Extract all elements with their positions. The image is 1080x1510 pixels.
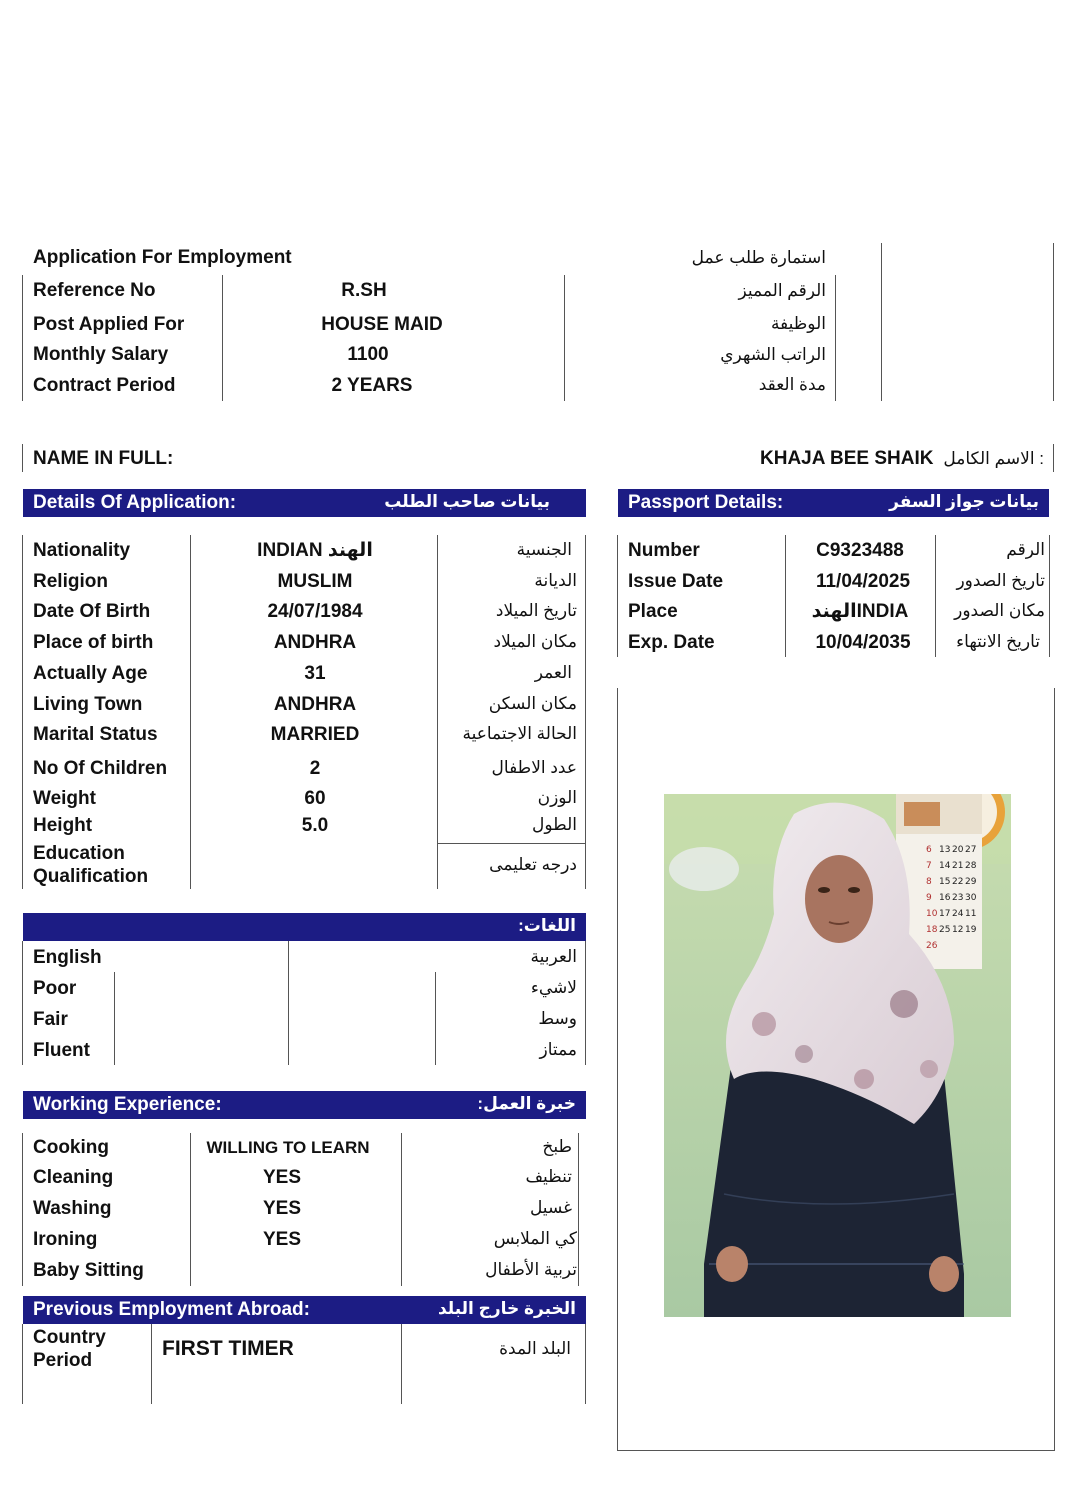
details-divider-2: [437, 535, 438, 889]
calendar-number: 12: [952, 925, 964, 935]
experience-title: Working Experience:: [33, 1094, 222, 1115]
previous-border-left: [22, 1324, 23, 1404]
header-border-left: [22, 275, 23, 401]
passport-border-left: [617, 535, 618, 657]
details-divider-1: [190, 535, 191, 889]
country-label: Country: [33, 1327, 106, 1348]
education-ar: درجه تعليمى: [489, 855, 577, 874]
header-divider-4: [881, 243, 882, 401]
weight-ar: الوزن: [537, 788, 577, 807]
nationality-label: Nationality: [33, 540, 131, 561]
experience-divider-2: [401, 1133, 402, 1286]
calendar-number: 28: [965, 861, 977, 871]
children-label: No Of Children: [33, 758, 168, 779]
height-label: Height: [33, 815, 93, 836]
birthplace-label: Place of birth: [33, 632, 154, 653]
previous-header-bar: [23, 1296, 586, 1324]
experience-header-bar: [23, 1091, 586, 1119]
calendar-number: 9: [926, 893, 932, 903]
height-value: 5.0: [301, 815, 329, 836]
religion-value: MUSLIM: [277, 571, 353, 592]
education-label-2: Qualification: [33, 866, 149, 887]
cleaning-value: YES: [262, 1167, 302, 1188]
calendar-number: 22: [952, 877, 964, 887]
calendar-number: 14: [939, 861, 951, 871]
marital-status-label: Marital Status: [33, 724, 158, 745]
header-divider-3: [835, 275, 836, 401]
living-town-ar: مكان السكن: [488, 694, 577, 713]
previous-border-right: [585, 1324, 586, 1404]
passport-place-ar: مكان الصدور: [954, 601, 1045, 620]
photo-box-bottom: [617, 1450, 1055, 1451]
marital-status-value: MARRIED: [270, 724, 360, 745]
calendar-number: 15: [939, 877, 951, 887]
calendar-number: 30: [965, 893, 977, 903]
ironing-value: YES: [262, 1229, 302, 1250]
level-fair: Fair: [33, 1009, 68, 1030]
passport-place-value: الهندINDIA: [811, 601, 909, 622]
calendar-number: 19: [965, 925, 977, 935]
baby-sitting-label: Baby Sitting: [33, 1260, 144, 1281]
exp-date-value: 10/04/2035: [815, 632, 911, 653]
full-name-value: KHAJA BEE SHAIK: [760, 448, 934, 469]
post-applied-ar: الوظيفة: [770, 314, 826, 333]
passport-number-ar: الرقم: [1006, 540, 1045, 559]
reference-no-label: Reference No: [33, 280, 156, 301]
post-applied-value: HOUSE MAID: [321, 314, 443, 335]
height-ar: الطول: [532, 815, 577, 834]
contract-period-ar: مدة العقد: [758, 375, 826, 394]
languages-border-left: [22, 941, 23, 1065]
cleaning-label: Cleaning: [33, 1167, 114, 1188]
passport-header-bar: [618, 489, 1049, 517]
details-border-left: [22, 535, 23, 889]
experience-title-ar: خبرة العمل:: [477, 1094, 576, 1113]
education-divider: [437, 843, 585, 844]
exp-date-label: Exp. Date: [628, 632, 715, 653]
level-fair-ar: وسط: [538, 1009, 577, 1028]
passport-place-label: Place: [628, 601, 678, 622]
reference-no-ar: الرقم المميز: [738, 281, 826, 300]
level-fluent: Fluent: [33, 1040, 90, 1061]
languages-divider-2: [114, 972, 115, 1065]
calendar-number: 11: [965, 909, 977, 919]
previous-title: Previous Employment Abroad:: [33, 1299, 310, 1320]
marital-status-ar: الحالة الاجتماعية: [462, 724, 577, 743]
contract-period-value: 2 YEARS: [331, 375, 413, 396]
cooking-ar: طبخ: [542, 1137, 572, 1156]
calendar-number: 29: [965, 877, 977, 887]
name-label: NAME IN FULL:: [33, 448, 174, 469]
post-applied-label: Post Applied For: [33, 314, 185, 335]
contract-period-label: Contract Period: [33, 375, 176, 396]
applicant-photo: [664, 794, 1011, 1317]
experience-border-left: [22, 1133, 23, 1286]
details-title-ar: بيانات صاحب الطلب: [384, 492, 550, 511]
name-border-left: [22, 444, 23, 472]
application-title-ar: استمارة طلب عمل: [691, 248, 826, 267]
passport-title: Passport Details:: [628, 492, 784, 513]
birthplace-value: ANDHRA: [273, 632, 357, 653]
calendar-number: 13: [939, 845, 951, 855]
reference-no-value: R.SH: [341, 280, 387, 301]
period-label: Period: [33, 1350, 93, 1371]
washing-label: Washing: [33, 1198, 112, 1219]
previous-value: FIRST TIMER: [162, 1337, 294, 1360]
religion-ar: الديانة: [534, 571, 577, 590]
passport-border-right: [1049, 535, 1050, 657]
dob-value: 24/07/1984: [267, 601, 363, 622]
cooking-value: WILLING TO LEARN: [206, 1138, 370, 1157]
calendar-number: 20: [952, 845, 964, 855]
age-value: 31: [304, 663, 326, 684]
exp-date-ar: تاريخ الانتهاء: [956, 632, 1040, 651]
issue-date-ar: تاريخ الصدور: [956, 571, 1045, 590]
calendar-number: 7: [926, 861, 932, 871]
cooking-label: Cooking: [33, 1137, 109, 1158]
passport-title-ar: بيانات جواز السفر: [889, 492, 1039, 511]
calendar-number: 6: [926, 845, 932, 855]
header-border-right: [1053, 243, 1054, 401]
weight-label: Weight: [33, 788, 96, 809]
monthly-salary-label: Monthly Salary: [33, 344, 169, 365]
age-label: Actually Age: [33, 663, 148, 684]
experience-border-right: [578, 1133, 579, 1286]
calendar-number: 23: [952, 893, 964, 903]
issue-date-label: Issue Date: [628, 571, 724, 592]
calendar-number: 18: [926, 925, 938, 935]
ironing-ar: كي الملابس: [493, 1229, 577, 1248]
washing-value: YES: [262, 1198, 302, 1219]
calendar-number: 26: [926, 941, 938, 951]
languages-header-bar: [23, 913, 586, 941]
details-title: Details Of Application:: [33, 492, 237, 513]
languages-divider-3: [435, 972, 436, 1065]
nationality-value: INDIAN الهند: [257, 540, 373, 561]
monthly-salary-ar: الراتب الشهري: [720, 345, 826, 364]
previous-divider-2: [401, 1324, 402, 1404]
monthly-salary-value: 1100: [347, 344, 389, 365]
passport-number-value: C9323488: [816, 540, 904, 561]
calendar-number: 8: [926, 877, 932, 887]
age-ar: العمر: [534, 663, 572, 682]
religion-label: Religion: [33, 571, 108, 592]
issue-date-value: 11/04/2025: [815, 571, 911, 592]
photo-box-right: [1054, 688, 1055, 1451]
nationality-ar: الجنسية: [516, 540, 572, 559]
dob-ar: تاريخ الميلاد: [495, 601, 577, 620]
dob-label: Date Of Birth: [33, 601, 151, 622]
calendar-number: 17: [939, 909, 951, 919]
full-name-ar: : الاسم الكامل: [943, 449, 1044, 468]
calendar-number: 25: [939, 925, 951, 935]
calendar-number: 16: [939, 893, 951, 903]
previous-ar: البلد المدة: [499, 1339, 571, 1358]
children-value: 2: [309, 758, 321, 779]
level-poor-ar: لاشيء: [530, 978, 577, 997]
children-ar: عدد الاطفال: [491, 758, 577, 777]
header-divider-2: [564, 275, 565, 401]
level-fluent-ar: ممتاز: [539, 1040, 577, 1059]
languages-title-ar: اللغات:: [518, 916, 576, 935]
washing-ar: غسيل: [529, 1198, 572, 1217]
details-header-bar: [23, 489, 586, 517]
calendar-number: 21: [952, 861, 964, 871]
calendar-number: 24: [952, 909, 964, 919]
language-arabic: العربية: [530, 947, 577, 966]
languages-divider-1: [288, 941, 289, 1065]
previous-title-ar: الخبرة خارج البلد: [437, 1299, 576, 1318]
details-border-right: [585, 535, 586, 889]
calendar-number: 10: [926, 909, 938, 919]
level-poor: Poor: [33, 978, 77, 999]
baby-sitting-ar: تربية الأطفال: [485, 1260, 577, 1279]
application-title: Application For Employment: [33, 247, 292, 268]
language-english: English: [33, 947, 102, 968]
cleaning-ar: تنظيف: [525, 1167, 572, 1186]
birthplace-ar: مكان الميلاد: [493, 632, 577, 651]
languages-border-right: [585, 941, 586, 1065]
passport-number-label: Number: [628, 540, 700, 561]
ironing-label: Ironing: [33, 1229, 98, 1250]
calendar-number: 27: [965, 845, 977, 855]
previous-divider-1: [151, 1324, 152, 1404]
weight-value: 60: [304, 788, 326, 809]
photo-box-left: [617, 688, 618, 1451]
living-town-label: Living Town: [33, 694, 143, 715]
living-town-value: ANDHRA: [273, 694, 357, 715]
education-label-1: Education: [33, 843, 125, 864]
name-border-right: [1053, 444, 1054, 472]
